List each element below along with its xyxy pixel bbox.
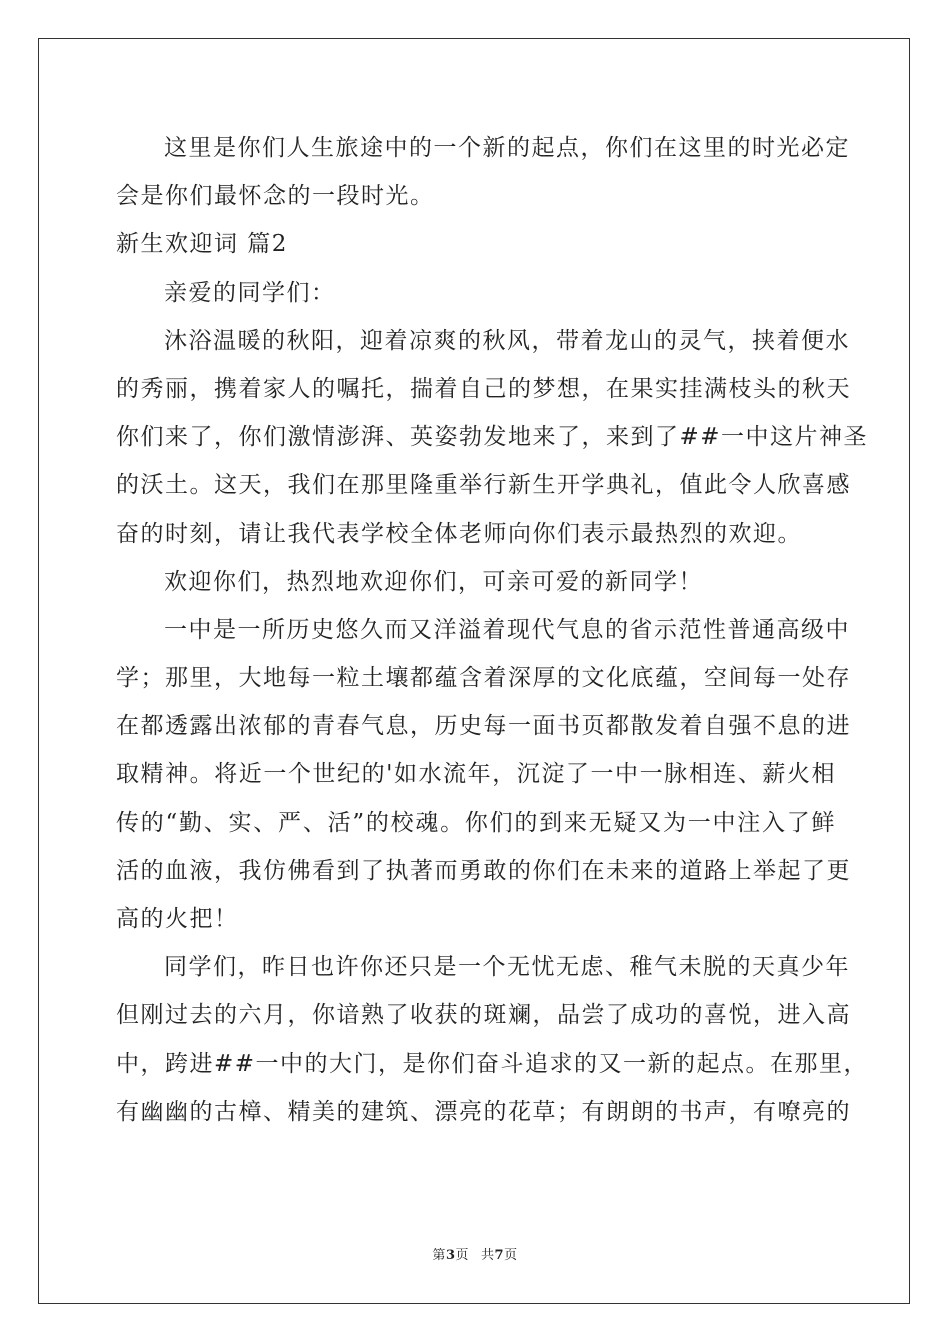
paragraph-line: 在都透露出浓郁的青春气息，历史每一面书页都散发着自强不息的进 [116,713,851,740]
paragraph-line: 奋的时刻，请让我代表学校全体老师向你们表示最热烈的欢迎。 [116,520,802,547]
total-page-count: 7 [494,1248,505,1263]
paragraph-line: 同学们，昨日也许你还只是一个无忧无虑、稚气未脱的天真少年 [164,954,850,981]
paragraph-line: 有幽幽的古樟、精美的建筑、漂亮的花草；有朗朗的书声，有嘹亮的 [116,1098,851,1125]
paragraph-line: 你们来了，你们激情澎湃、英姿勃发地来了，来到了##一中这片神圣 [116,424,869,451]
salutation: 亲爱的同学们： [164,279,336,306]
document-body [116,124,869,1136]
page-prefix: 第 [432,1248,446,1263]
paragraph-line: 高的火把！ [116,906,239,932]
paragraph-line: 中，跨进##一中的大门，是你们奋斗追求的又一新的起点。在那里， [116,1050,869,1077]
current-page-number: 3 [445,1248,456,1263]
paragraph-line: 的沃土。这天，我们在那里隆重举行新生开学典礼，值此令人欣喜感 [116,472,851,499]
section-heading: 新生欢迎词 篇2 [116,231,288,258]
total-suffix: 页 [504,1248,518,1263]
paragraph-line: 沐浴温暖的秋阳，迎着凉爽的秋风，带着龙山的灵气，挟着便水 [164,327,850,354]
paragraph-line: 的秀丽，携着家人的嘱托，揣着自己的梦想，在果实挂满枝头的秋天 [116,375,851,402]
paragraph-line: 但刚过去的六月，你谙熟了收获的斑斓，品尝了成功的喜悦，进入高 [116,1002,851,1029]
paragraph-line: 一中是一所历史悠久而又洋溢着现代气息的省示范性普通高级中 [164,616,850,643]
paragraph-line: 活的血液，我仿佛看到了执著而勇敢的你们在未来的道路上举起了更 [116,857,851,884]
paragraph-line: 欢迎你们，热烈地欢迎你们，可亲可爱的新同学！ [164,568,703,595]
page-footer [0,1244,950,1263]
paragraph-line: 这里是你们人生旅途中的一个新的起点，你们在这里的时光必定 [164,135,850,161]
page-mid: 页 [455,1248,469,1263]
paragraph-line: 传的“勤、实、严、活”的校魂。你们的到来无疑又为一中注入了鲜 [116,809,836,836]
total-prefix: 共 [481,1248,495,1263]
paragraph-line: 会是你们最怀念的一段时光。 [116,183,435,210]
paragraph-line: 学；那里，大地每一粒土壤都蕴含着深厚的文化底蕴，空间每一处存 [116,665,851,692]
paragraph-line: 取精神。将近一个世纪的'如水流年，沉淀了一中一脉相连、薪火相 [116,761,836,788]
